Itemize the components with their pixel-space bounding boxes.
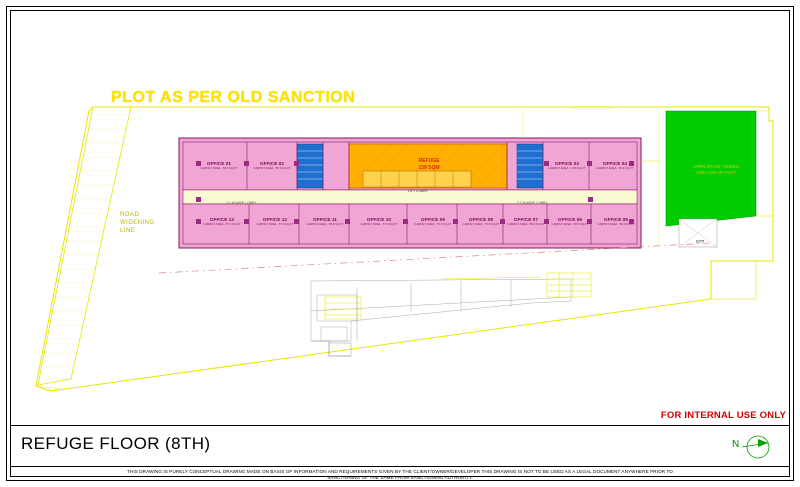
road-widening-line-label: ROAD WIDENING LINE xyxy=(120,212,155,234)
office-unit-01 xyxy=(193,161,245,170)
office-area: CARPET AREA : 57.0 SQ.FT xyxy=(360,221,398,226)
office-label: OFFICE 03 xyxy=(554,161,580,166)
office-label: OFFICE 05 xyxy=(603,217,629,222)
office-unit-11 xyxy=(300,217,350,226)
office-unit-04 xyxy=(591,161,639,170)
office-unit-13 xyxy=(194,217,250,226)
office-unit-08 xyxy=(458,217,504,226)
office-label: OFFICE 06 xyxy=(557,217,583,222)
disclaimer-note xyxy=(0,469,800,481)
page-title: REFUGE FLOOR (8TH) xyxy=(21,434,211,453)
office-unit-02 xyxy=(247,161,297,170)
north-arrow xyxy=(732,430,778,464)
office-label: OFFICE 02 xyxy=(259,161,285,166)
office-label: OFFICE 12 xyxy=(262,217,288,222)
office-area: CARPET AREA : 58.5 SQ.FT xyxy=(551,221,589,226)
office-label: OFFICE 04 xyxy=(602,161,628,166)
disclaimer-line-1: THIS DRAWING IS PURELY CONCEPTUAL DRAWING MADE ON BASIS OF INFORMATION AND REQUIREMENTS GIVEN BY THE CLIENT/OWNER/DEVELOPER THIS DRAWING IS NOT TO BE USED AS A LEGAL DOCUMENT ANYWHERE PRIOR TO xyxy=(127,469,673,474)
refuge-area-label xyxy=(389,158,469,172)
office-unit-06 xyxy=(548,217,592,226)
disclaimer-line-2: SANCTIONING OF THE SAME FROM SANCTIONING AUTHORITY. xyxy=(327,475,473,480)
stp-label: STP xyxy=(695,239,705,244)
office-area: CARPET AREA : 60.3 SQ.FT xyxy=(596,165,634,170)
office-unit-07 xyxy=(504,217,548,226)
plot-title: PLOT AS PER OLD SANCTION xyxy=(111,89,356,106)
office-label: OFFICE 01 xyxy=(206,161,232,166)
lobby-label-right: 2.1 M WIDE LOBBY xyxy=(517,201,548,205)
office-unit-10 xyxy=(350,217,408,226)
office-label: OFFICE 07 xyxy=(513,217,539,222)
office-area: CARPET AREA : 59.6 SQ.FT xyxy=(200,165,238,170)
office-label: OFFICE 10 xyxy=(366,217,392,222)
office-area: CARPET AREA : 57.6 SQ.FT xyxy=(256,221,294,226)
title-block xyxy=(11,425,789,467)
office-area: CARPET AREA : 57.3 SQ.FT xyxy=(414,221,452,226)
office-unit-05 xyxy=(593,217,639,226)
office-label: OFFICE 08 xyxy=(468,217,494,222)
office-unit-12 xyxy=(250,217,300,226)
office-label: OFFICE 11 xyxy=(313,217,337,222)
office-area: CARPET AREA : 58.8 SQ.FT xyxy=(306,221,344,226)
office-area: CARPET AREA : 58.6 SQ.FT xyxy=(253,165,291,170)
office-label: OFFICE 09 xyxy=(420,217,446,222)
office-unit-09 xyxy=(408,217,458,226)
office-area: CARPET AREA : 57.1 SQ.FT xyxy=(203,221,241,226)
lobby-label-left: 2.1 M WIDE LOBBY xyxy=(226,201,257,205)
office-area: CARPET AREA : 59.0 SQ.FT xyxy=(597,221,635,226)
office-area: CARPET AREA : 57.8 SQ.FT xyxy=(462,221,500,226)
open-space-label: OPEN SPACE / GREEN AREA 10% OF PLOT xyxy=(693,164,739,175)
office-area: CARPET AREA : 1.59 SQ.FT xyxy=(548,165,586,170)
lift-lobby-label: LIFT LOBBY xyxy=(407,189,429,193)
refuge-area: 159 SQM xyxy=(418,165,440,171)
office-unit-03 xyxy=(543,161,591,170)
office-label: OFFICE 13 xyxy=(209,217,235,222)
site-plan-drawing xyxy=(11,11,789,411)
north-label: N xyxy=(732,439,740,450)
office-area: CARPET AREA : 58.6 SQ.FT xyxy=(507,221,545,226)
internal-use-note: FOR INTERNAL USE ONLY xyxy=(660,410,786,421)
refuge-name: REFUGE xyxy=(418,158,440,164)
